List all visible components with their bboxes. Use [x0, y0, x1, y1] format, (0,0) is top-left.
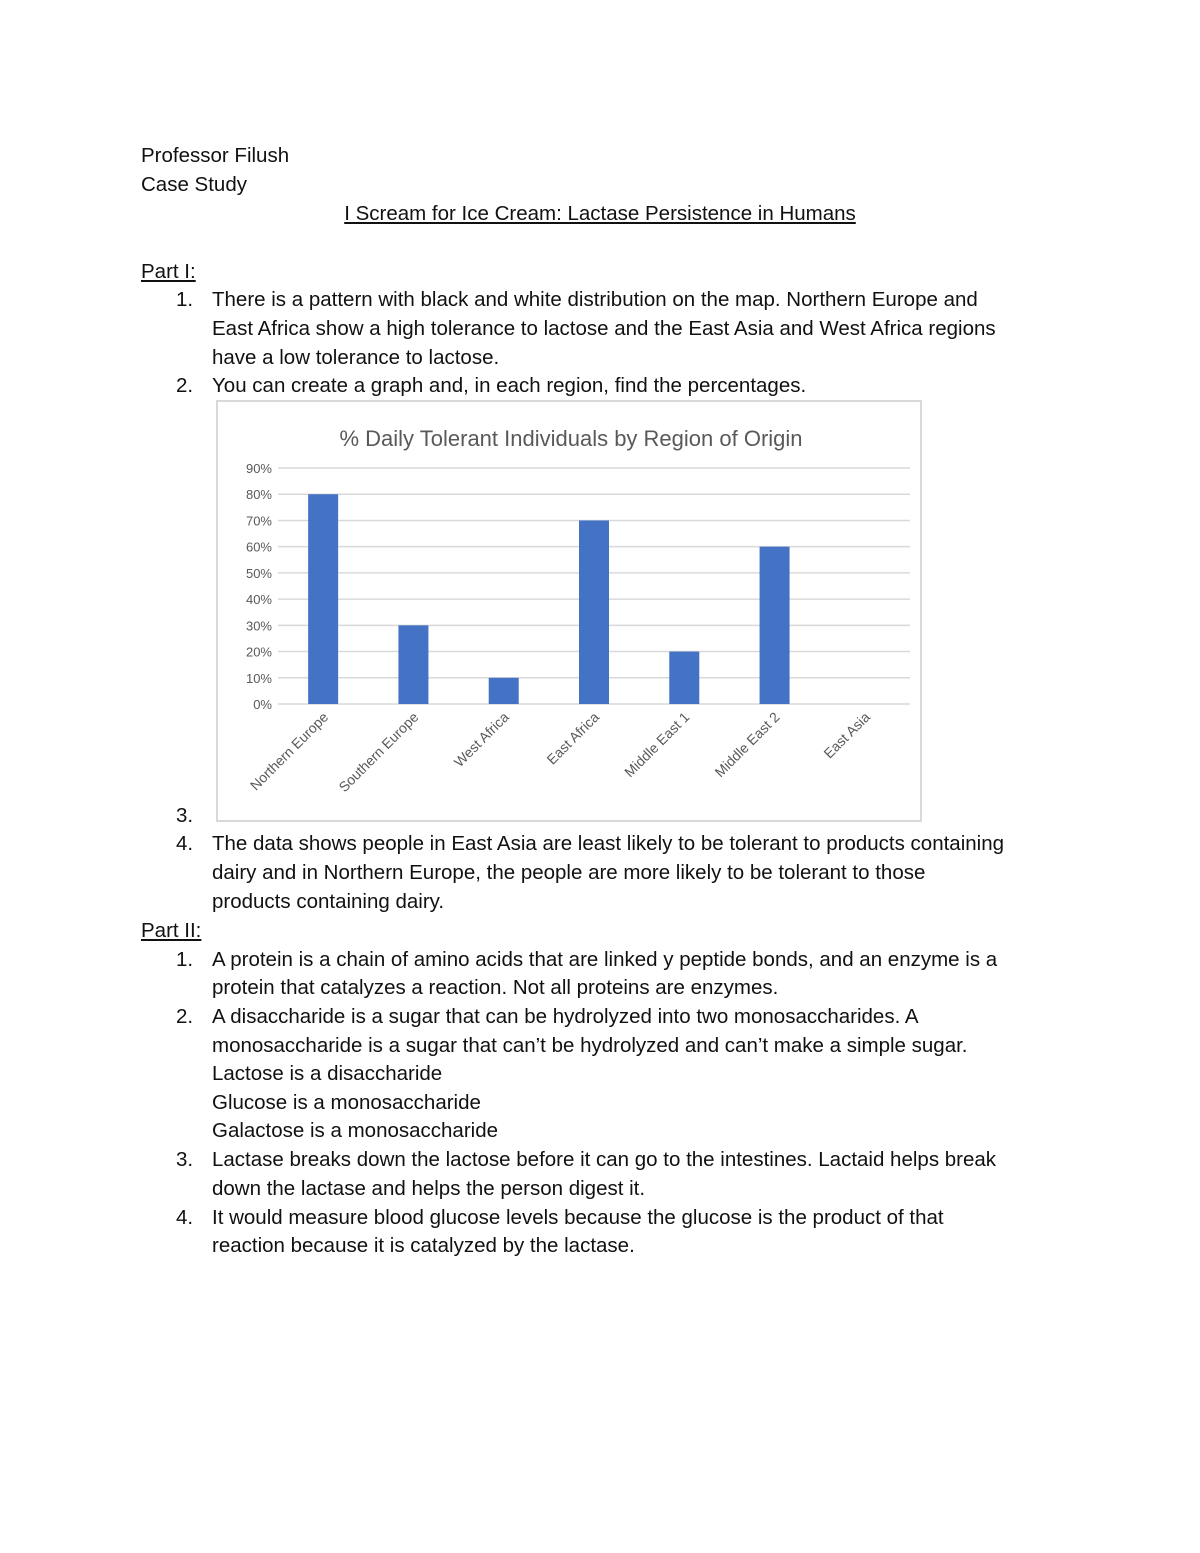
- y-tick-label: 60%: [245, 539, 272, 555]
- bar: [579, 520, 609, 704]
- y-tick-label: 10%: [245, 670, 272, 686]
- list-item-text: It would measure blood glucose levels because the glucose is the product of that: [212, 1206, 944, 1229]
- y-tick-label: 70%: [245, 513, 272, 529]
- list-item-text: There is a pattern with black and white distribution on the map. Northern Europe and: [212, 288, 978, 311]
- list-item-text: Lactose is a disaccharide: [212, 1062, 443, 1085]
- bar: [308, 494, 338, 704]
- y-tick-label: 50%: [245, 565, 272, 581]
- bar-chart: [216, 400, 922, 822]
- x-tick-label: Middle East 1: [621, 708, 693, 781]
- list-number: 3.: [176, 1148, 194, 1171]
- list-item-text: You can create a graph and, in each region, find the percentages.: [212, 374, 807, 397]
- y-tick-label: 90%: [245, 461, 272, 476]
- list-item-text: have a low tolerance to lactose.: [212, 346, 500, 369]
- list-number: 1.: [176, 288, 194, 311]
- course-label: Case Study: [141, 173, 247, 196]
- list-number: 3.: [176, 804, 194, 827]
- x-tick-label: West Africa: [450, 708, 512, 771]
- list-item-text: dairy and in Northern Europe, the people are more likely to be tolerant to those: [212, 861, 926, 884]
- y-tick-label: 40%: [245, 592, 272, 608]
- x-tick-label: Middle East 2: [711, 708, 783, 781]
- list-number: 4.: [176, 832, 194, 855]
- x-tick-label: Northern Europe: [246, 708, 332, 794]
- y-tick-label: 0%: [253, 697, 272, 712]
- document-title: I Scream for Ice Cream: Lactase Persistence in Humans: [344, 202, 856, 225]
- list-item-text: Galactose is a monosaccharide: [212, 1119, 499, 1142]
- list-item-text: products containing dairy.: [212, 890, 445, 913]
- list-item-text: reaction because it is catalyzed by the lactase.: [212, 1234, 635, 1257]
- bar: [489, 678, 519, 704]
- y-tick-label: 80%: [245, 487, 272, 503]
- list-number: 4.: [176, 1206, 194, 1229]
- bar: [669, 652, 699, 704]
- author-name: Professor Filush: [141, 144, 290, 167]
- list-number: 1.: [176, 948, 194, 971]
- x-tick-label: Southern Europe: [335, 708, 422, 795]
- list-item-text: The data shows people in East Asia are least likely to be tolerant to products containing: [212, 832, 1005, 855]
- list-item-text: monosaccharide is a sugar that can’t be hydrolyzed and can’t make a simple sugar.: [212, 1034, 968, 1057]
- list-item-text: A protein is a chain of amino acids that are linked y peptide bonds, and an enzyme is a: [212, 948, 998, 971]
- list-item-text: protein that catalyzes a reaction. Not all proteins are enzymes.: [212, 976, 779, 999]
- bar: [398, 625, 428, 704]
- list-item-text: A disaccharide is a sugar that can be hydrolyzed into two monosaccharides. A: [212, 1005, 919, 1028]
- list-item-text: down the lactase and helps the person digest it.: [212, 1177, 646, 1200]
- chart-title: % Daily Tolerant Individuals by Region of Origin: [339, 426, 803, 451]
- part2-heading: Part II:: [141, 919, 202, 942]
- list-item-text: Glucose is a monosaccharide: [212, 1091, 481, 1114]
- y-tick-label: 30%: [245, 618, 272, 634]
- list-item-text: Lactase breaks down the lactose before it can go to the intestines. Lactaid helps break: [212, 1148, 997, 1171]
- bar: [760, 547, 790, 704]
- x-tick-label: East Asia: [820, 708, 873, 762]
- x-tick-label: East Africa: [543, 708, 603, 768]
- list-item-text: East Africa show a high tolerance to lactose and the East Asia and West Africa regions: [212, 317, 996, 340]
- y-tick-label: 20%: [245, 644, 272, 660]
- list-number: 2.: [176, 374, 194, 397]
- list-number: 2.: [176, 1005, 194, 1028]
- part1-heading: Part I:: [141, 260, 196, 283]
- chart-canvas: [218, 402, 924, 824]
